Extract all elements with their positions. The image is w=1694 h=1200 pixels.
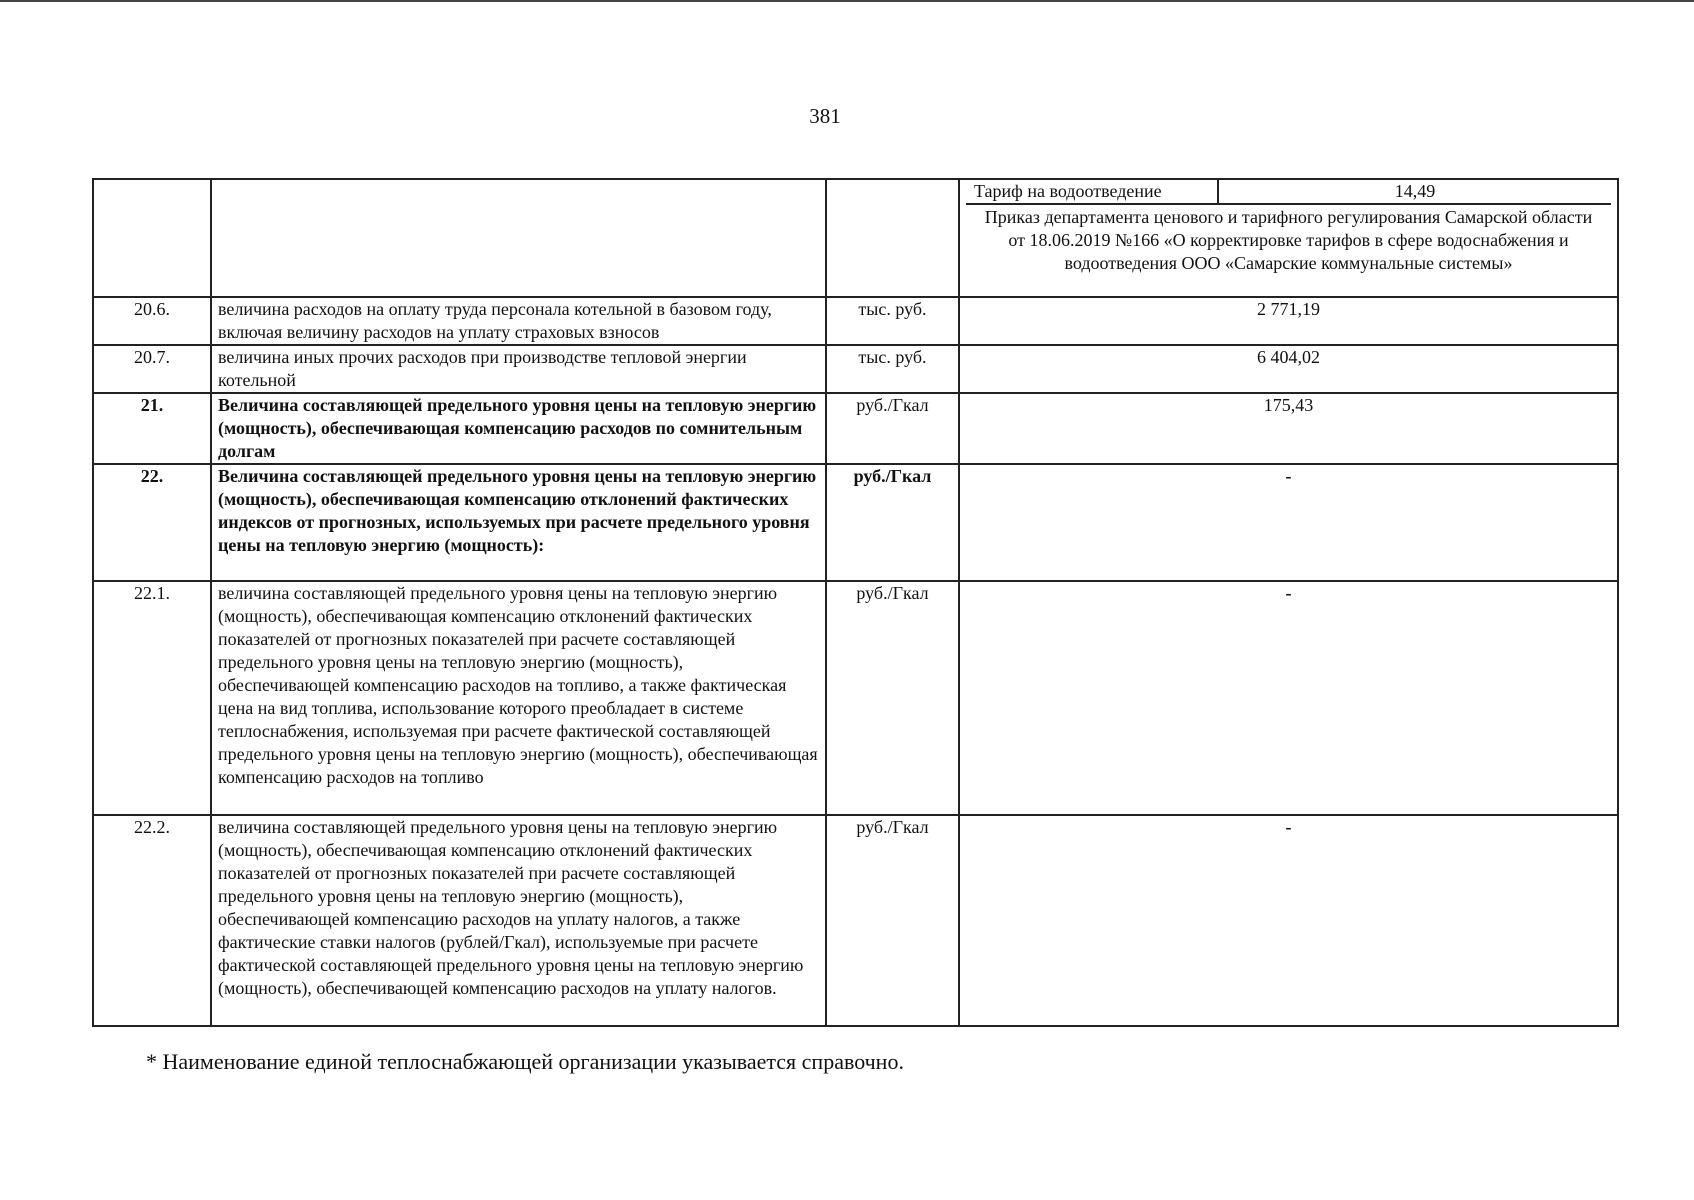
footnote: * Наименование единой теплоснабжающей организации указывается справочно.	[146, 1049, 904, 1074]
row-unit: тыс. руб.	[826, 345, 959, 393]
row-number: 20.7.	[93, 345, 211, 393]
table-row	[93, 345, 1618, 393]
row-unit: тыс. руб.	[826, 297, 959, 345]
row-description: Величина составляющей предельного уровня цены на тепловую энергию (мощность), обеспечивающая компенсацию расходов по сомнительным долгам	[211, 393, 826, 464]
row-description: величина составляющей предельного уровня цены на тепловую энергию (мощность), обеспечивающая компенсацию отклонений фактических показателей от прогнозных показателей при расчете составляющей предельного уровня цены на тепловую энергию (мощность), обеспечивающей компенсацию расходов на топливо, а также фактическая цена на вид топлива, использование которого преобладает в системе теплоснабжения, используемая при расчете фактической составляющей предельного уровня цены на тепловую энергию (мощность), обеспечивающая компенсацию расходов на топливо	[211, 581, 826, 815]
row-unit: руб./Гкал	[826, 464, 959, 581]
table-row	[93, 297, 1618, 345]
cell-empty-num	[93, 179, 211, 297]
tariff-subrow	[966, 180, 1611, 205]
row-description: величина иных прочих расходов при производстве тепловой энергии котельной	[211, 345, 826, 393]
table-row	[93, 393, 1618, 464]
row-description: величина расходов на оплату труда персонала котельной в базовом году, включая величину расходов на уплату страховых взносов	[211, 297, 826, 345]
row-description: Величина составляющей предельного уровня цены на тепловую энергию (мощность), обеспечивающая компенсацию отклонений фактических индексов от прогнозных, используемых при расчете предельного уровня цены на тепловую энергию (мощность):	[211, 464, 826, 581]
row-value: 2 771,19	[959, 297, 1618, 345]
row-unit: руб./Гкал	[826, 581, 959, 815]
row-number: 22.1.	[93, 581, 211, 815]
row-number: 21.	[93, 393, 211, 464]
tariff-value: 14,49	[1394, 181, 1436, 201]
page-number: 381	[809, 104, 841, 128]
row-unit: руб./Гкал	[826, 815, 959, 1026]
table-row	[93, 581, 1618, 815]
row-value: 175,43	[959, 393, 1618, 464]
row-value: -	[959, 815, 1618, 1026]
row-unit: руб./Гкал	[826, 393, 959, 464]
row-value: -	[959, 581, 1618, 815]
page-top-border	[0, 0, 1694, 2]
cell-tariff-info	[959, 179, 1618, 297]
table-row	[93, 464, 1618, 581]
order-reference: Приказ департамента ценового и тарифного регулирования Самарской области от 18.06.2019 №166 «О корректировке тарифов в сфере водоснабжения и водоотведения ООО «Самарские коммунальные системы»	[984, 207, 1593, 273]
row-number: 22.2.	[93, 815, 211, 1026]
row-value: 6 404,02	[959, 345, 1618, 393]
row-description: величина составляющей предельного уровня цены на тепловую энергию (мощность), обеспечивающая компенсацию отклонений фактических показателей от прогнозных показателей при расчете составляющей предельного уровня цены на тепловую энергию (мощность), обеспечивающей компенсацию расходов на уплату налогов, а также фактические ставки налогов (рублей/Гкал), используемые при расчете фактической составляющей предельного уровня цены на тепловую энергию (мощность), обеспечивающей компенсацию расходов на уплату налогов.	[211, 815, 826, 1026]
row-value: -	[959, 464, 1618, 581]
row-number: 22.	[93, 464, 211, 581]
table-row	[93, 815, 1618, 1026]
table-row-header	[93, 179, 1618, 297]
tariff-label: Тариф на водоотведение	[966, 180, 1219, 203]
tariff-table	[92, 178, 1619, 1027]
cell-empty-desc	[211, 179, 826, 297]
row-number: 20.6.	[93, 297, 211, 345]
cell-empty-unit	[826, 179, 959, 297]
